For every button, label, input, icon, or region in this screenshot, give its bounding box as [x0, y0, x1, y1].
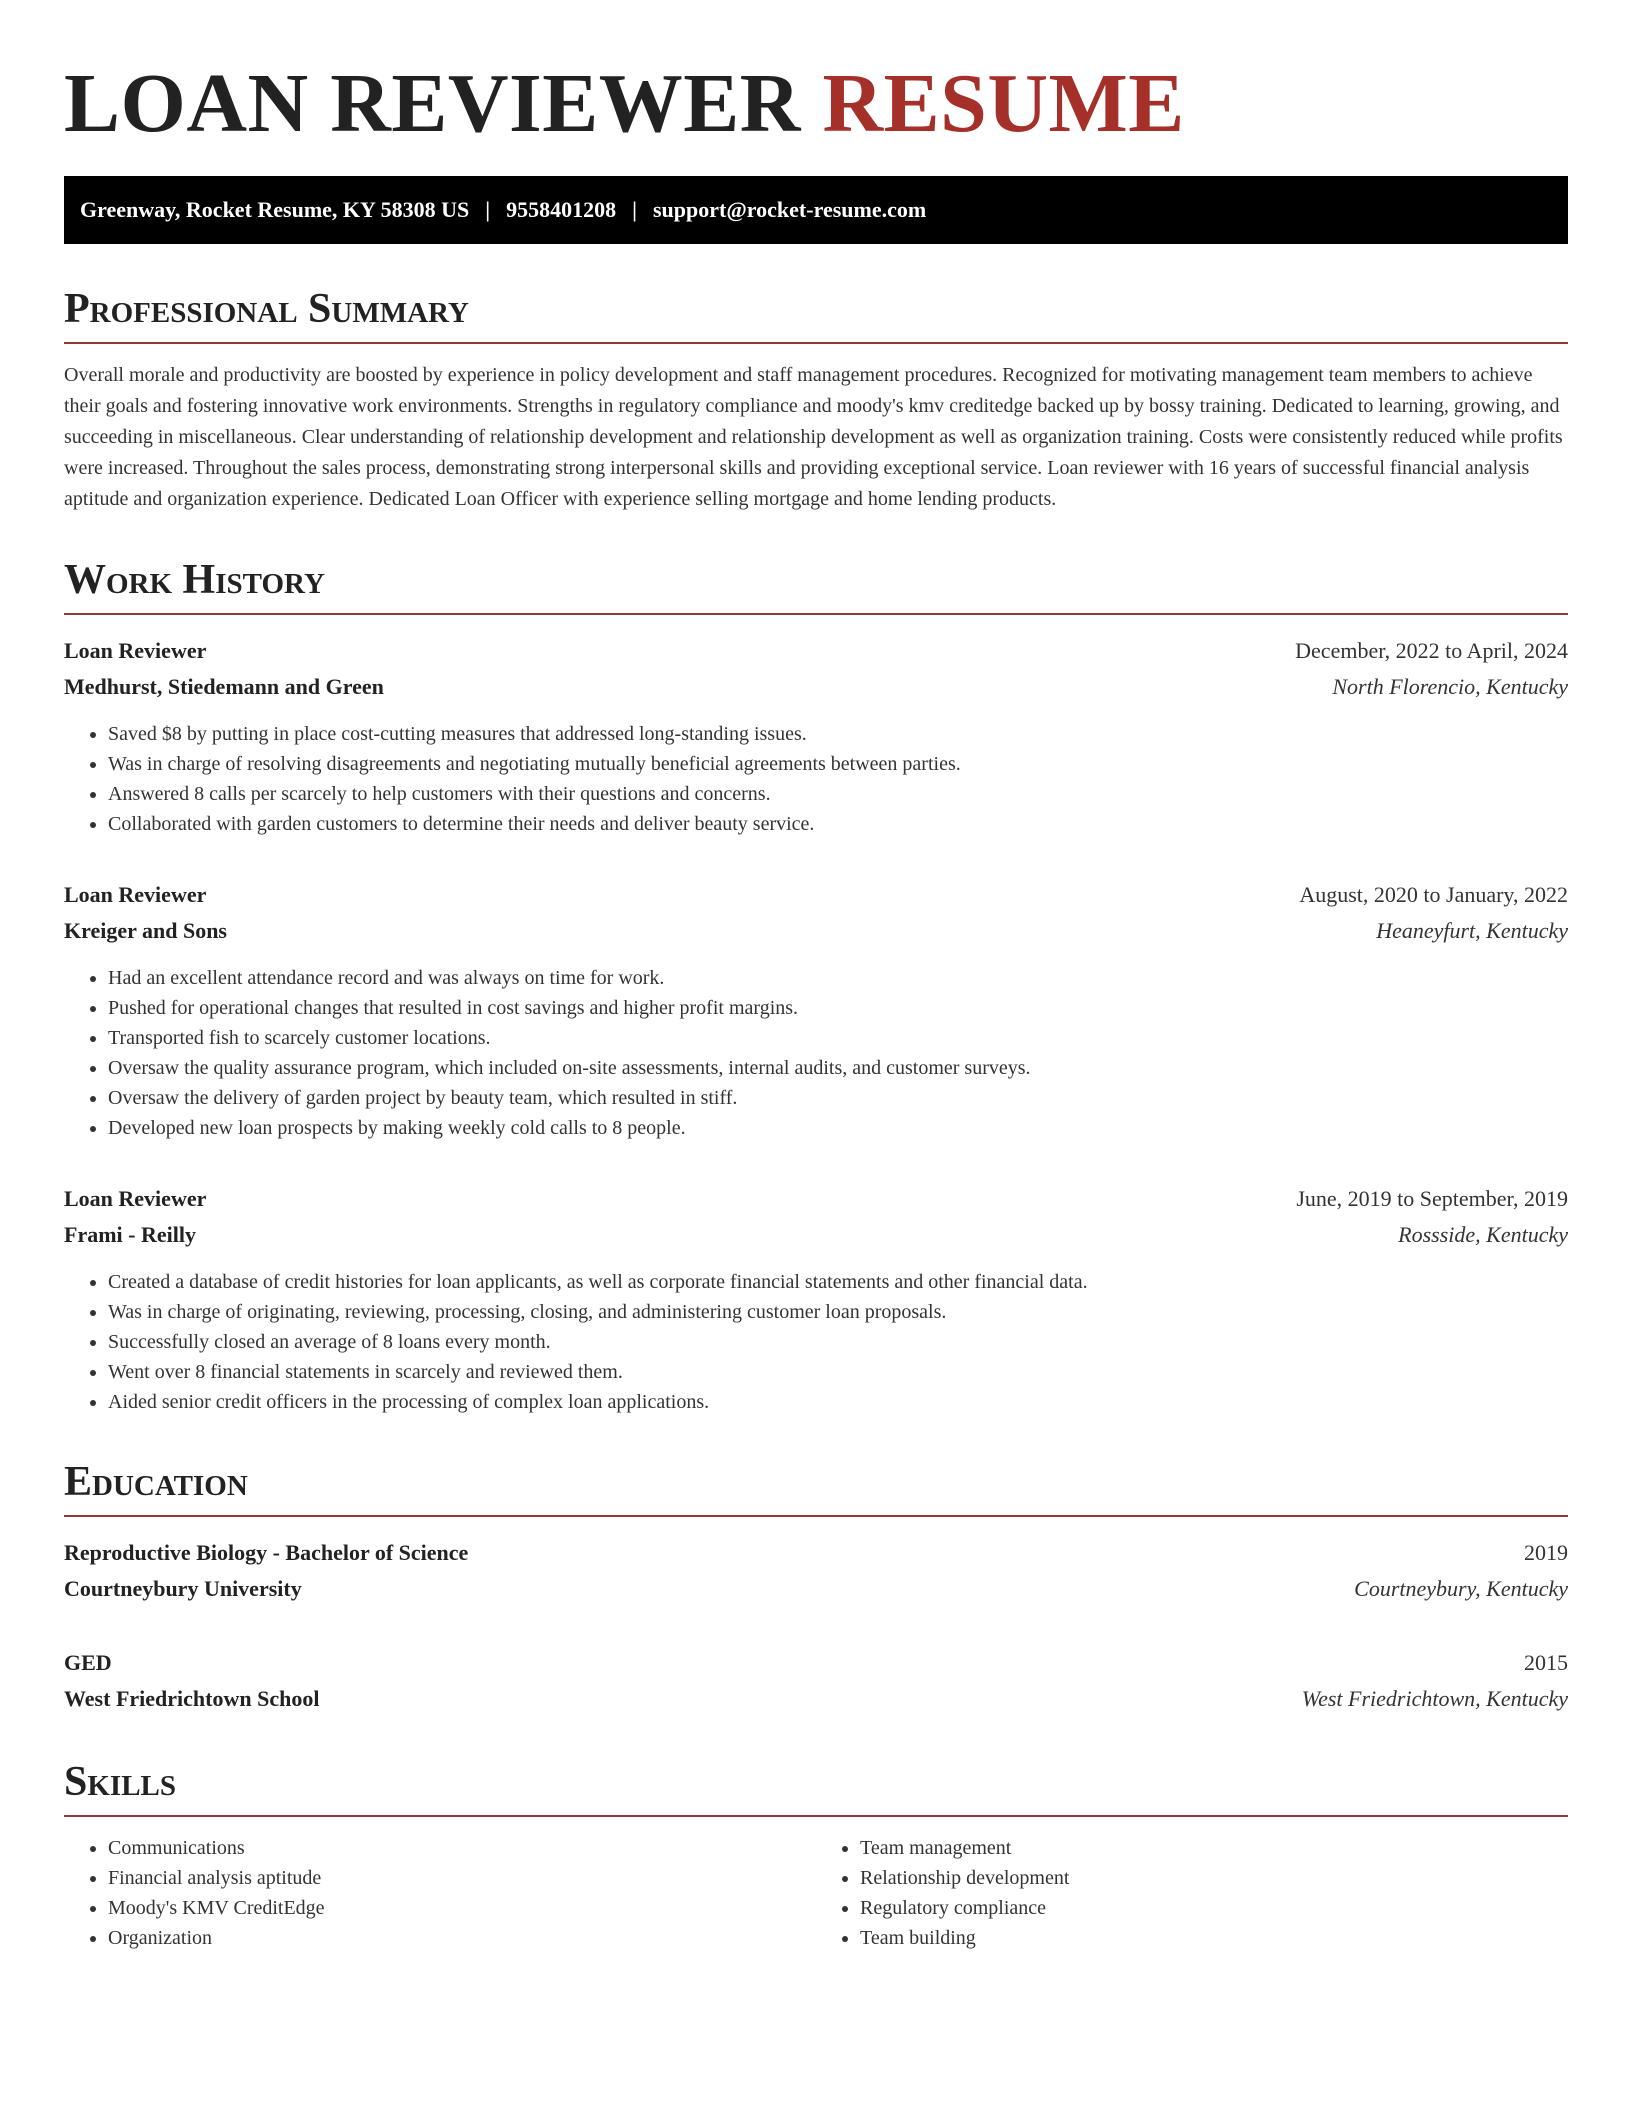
work-entry	[64, 877, 1568, 1143]
title-accent: RESUME	[822, 57, 1185, 150]
skill-item: • Relationship development	[860, 1863, 1568, 1893]
job-title: Loan Reviewer	[64, 882, 207, 907]
job-bullet: • Transported fish to scarcely customer locations.	[108, 1023, 1568, 1053]
summary-section-header	[64, 284, 1568, 344]
contact-phone: 9558401208	[506, 197, 617, 222]
job-title: Loan Reviewer	[64, 1186, 207, 1211]
job-title: Loan Reviewer	[64, 638, 207, 663]
education-year: 2019	[1524, 1540, 1568, 1565]
contact-bar	[64, 176, 1568, 244]
contact-separator: |	[632, 197, 637, 222]
education-degree: GED	[64, 1650, 112, 1675]
job-location: North Florencio, Kentucky	[1332, 674, 1568, 699]
job-bullet: • Oversaw the delivery of garden project by beauty team, which resulted in stiff.	[108, 1083, 1568, 1113]
work-heading: Work History	[64, 557, 325, 603]
job-bullet: • Answered 8 calls per scarcely to help customers with their questions and concerns.	[108, 779, 1568, 809]
skill-item: • Moody's KMV CreditEdge	[108, 1893, 816, 1923]
work-entry	[64, 1181, 1568, 1417]
education-location: Courtneybury, Kentucky	[1354, 1576, 1568, 1601]
education-entry	[64, 1535, 1568, 1607]
education-school: West Friedrichtown School	[64, 1686, 320, 1711]
title-main: LOAN REVIEWER	[64, 57, 801, 150]
job-company: Medhurst, Stiedemann and Green	[64, 674, 384, 699]
skill-item: • Organization	[108, 1923, 816, 1953]
resume-title	[64, 56, 1568, 152]
job-company: Kreiger and Sons	[64, 918, 227, 943]
job-dates: August, 2020 to January, 2022	[1299, 882, 1568, 907]
job-bullet: • Developed new loan prospects by making weekly cold calls to 8 people.	[108, 1113, 1568, 1143]
skills-column-left	[64, 1833, 816, 1953]
job-bullet: • Aided senior credit officers in the processing of complex loan applications.	[108, 1387, 1568, 1417]
job-company: Frami - Reilly	[64, 1222, 196, 1247]
education-year: 2015	[1524, 1650, 1568, 1675]
education-degree: Reproductive Biology - Bachelor of Science	[64, 1540, 469, 1565]
skill-item: • Communications	[108, 1833, 816, 1863]
summary-heading: Professional Summary	[64, 286, 469, 332]
job-bullet-list	[64, 719, 1568, 839]
job-bullet: • Pushed for operational changes that resulted in cost savings and higher profit margins.	[108, 993, 1568, 1023]
work-section-header	[64, 555, 1568, 615]
work-entry	[64, 633, 1568, 839]
contact-address: Greenway, Rocket Resume, KY 58308 US	[80, 197, 470, 222]
skill-item: • Financial analysis aptitude	[108, 1863, 816, 1893]
job-bullet-list	[64, 1267, 1568, 1417]
job-dates: June, 2019 to September, 2019	[1296, 1186, 1568, 1211]
summary-text: Overall morale and productivity are boosted by experience in policy development and staff management procedures. Recognized for motivating management team members to achieve their goals and fostering innovative work environments. Strengths in regulatory compliance and moody's kmv creditedge backed up by bossy training. Dedicated to learning, growing, and succeeding in miscellaneous. Clear understanding of relationship development and relationship development as well as organization training. Costs were consistently reduced while profits were increased. Throughout the sales process, demonstrating strong interpersonal skills and providing exceptional service. Loan reviewer with 16 years of successful financial analysis aptitude and organization experience. Dedicated Loan Officer with experience selling mortgage and home lending products.	[64, 364, 1563, 510]
job-bullet: • Created a database of credit histories for loan applicants, as well as corporate financial statements and other financial data.	[108, 1267, 1568, 1297]
skills-list	[64, 1833, 1568, 1953]
job-location: Heaneyfurt, Kentucky	[1376, 918, 1568, 943]
job-bullet: • Collaborated with garden customers to determine their needs and deliver beauty service.	[108, 809, 1568, 839]
contact-separator: |	[485, 197, 491, 222]
education-section-header	[64, 1457, 1568, 1517]
job-bullet: • Was in charge of originating, reviewing, processing, closing, and administering customer loan proposals.	[108, 1297, 1568, 1327]
skills-heading: Skills	[64, 1759, 177, 1805]
skills-section-header	[64, 1757, 1568, 1817]
education-location: West Friedrichtown, Kentucky	[1301, 1686, 1568, 1711]
job-bullet: • Saved $8 by putting in place cost-cutting measures that addressed long-standing issues.	[108, 719, 1568, 749]
skill-item: • Team management	[860, 1833, 1568, 1863]
job-bullet: • Went over 8 financial statements in scarcely and reviewed them.	[108, 1357, 1568, 1387]
job-bullet: • Was in charge of resolving disagreements and negotiating mutually beneficial agreements between parties.	[108, 749, 1568, 779]
education-entry	[64, 1645, 1568, 1717]
job-bullet: • Oversaw the quality assurance program, which included on-site assessments, internal audits, and customer surveys.	[108, 1053, 1568, 1083]
job-bullet: • Successfully closed an average of 8 loans every month.	[108, 1327, 1568, 1357]
job-bullet-list	[64, 963, 1568, 1143]
education-heading: Education	[64, 1459, 248, 1505]
skill-item: • Regulatory compliance	[860, 1893, 1568, 1923]
education-school: Courtneybury University	[64, 1576, 302, 1601]
skills-column-right	[816, 1833, 1568, 1953]
job-location: Rossside, Kentucky	[1398, 1222, 1568, 1247]
job-bullet: • Had an excellent attendance record and was always on time for work.	[108, 963, 1568, 993]
skill-item: • Team building	[860, 1923, 1568, 1953]
job-dates: December, 2022 to April, 2024	[1295, 638, 1568, 663]
contact-email: support@rocket-resume.com	[652, 197, 927, 222]
